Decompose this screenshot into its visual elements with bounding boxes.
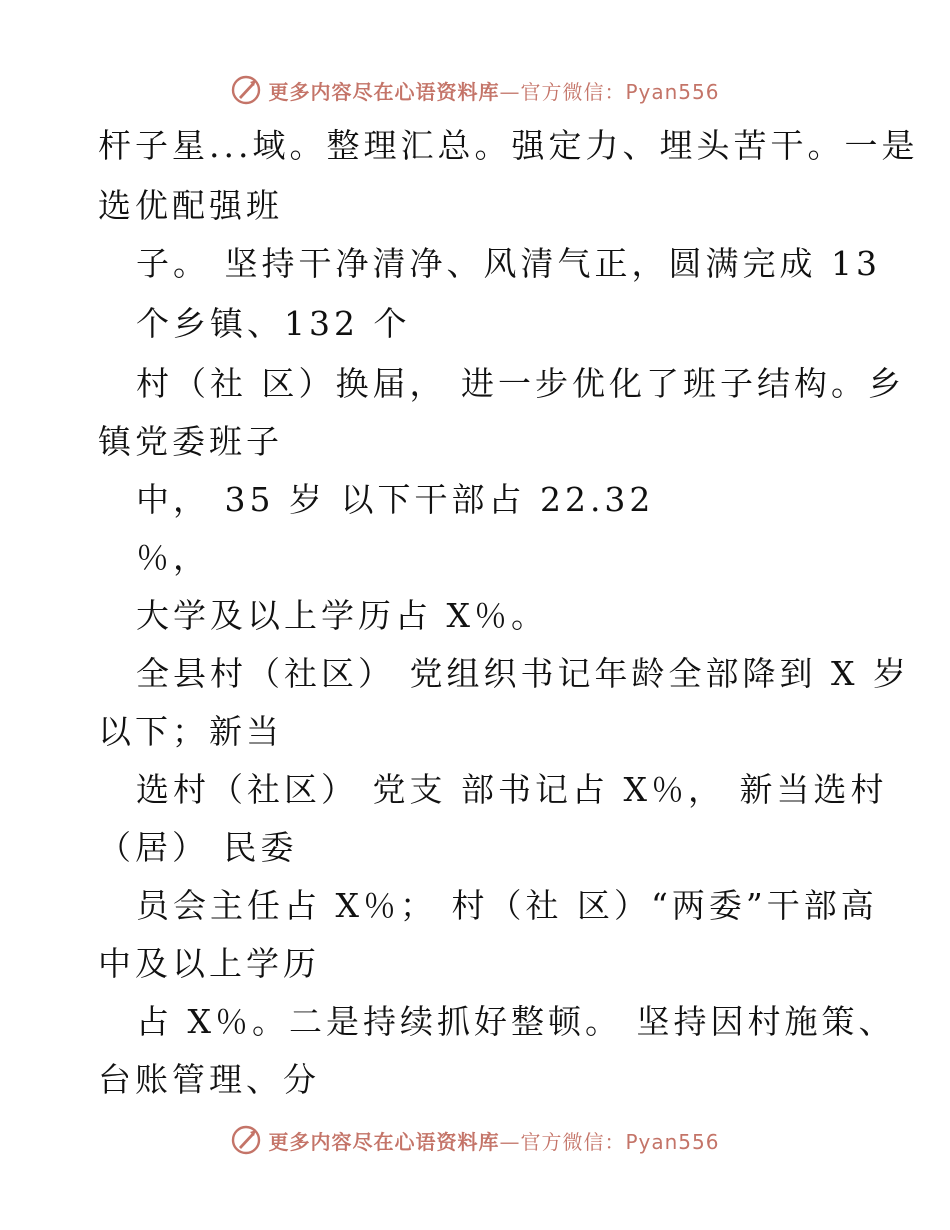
banner-site-text: 更多内容尽在心语资料库 [268, 1129, 500, 1154]
banner-dash: — [499, 79, 521, 104]
text-line: 全县村（社区） 党组织书记年龄全部降到 X 岁 [136, 654, 910, 693]
text-line: 中及以上学历 [98, 944, 320, 983]
text-line: 杆子星...域。整理汇总。强定力、埋头苦干。一是 [98, 126, 919, 165]
text-line: 以下；新当 [98, 712, 283, 751]
banner-site-text: 更多内容尽在心语资料库 [268, 79, 500, 104]
banner-text [268, 1126, 719, 1155]
text-line: 大学及以上学历占 X％。 [136, 596, 548, 635]
banner-contact-text: 官方微信：Pyan556 [520, 79, 720, 104]
banner-contact-text: 官方微信：Pyan556 [520, 1129, 720, 1154]
banner-text [268, 76, 719, 105]
quill-circle-icon [230, 74, 262, 106]
text-line: 选村（社区） 党支 部书记占 X％， 新当选村 [136, 770, 888, 809]
text-line: （居） 民委 [98, 828, 298, 867]
text-line: 台账管理、分 [98, 1060, 320, 1099]
footer-banner [0, 1120, 950, 1160]
text-line: 员会主任占 X％； 村（社 区）“两委”干部高 [136, 886, 878, 925]
banner-dash: — [499, 1129, 521, 1154]
text-line: 村（社 区）换届， 进一步优化了班子结构。乡 [136, 364, 905, 403]
quill-circle-icon [230, 1124, 262, 1156]
text-line: 占 X％。二是持续抓好整顿。 坚持因村施策、 [136, 1002, 896, 1041]
text-line: 选优配强班 [98, 186, 283, 225]
header-banner [0, 70, 950, 110]
text-line: 镇党委班子 [98, 422, 283, 461]
text-line: 个乡镇、132 个 [136, 304, 411, 343]
text-line: 中， 35 岁 以下干部占 22.32 [136, 480, 655, 519]
text-line: 子。 坚持干净清净、风清气正，圆满完成 13 [136, 244, 881, 283]
text-line: ％， [136, 538, 210, 577]
